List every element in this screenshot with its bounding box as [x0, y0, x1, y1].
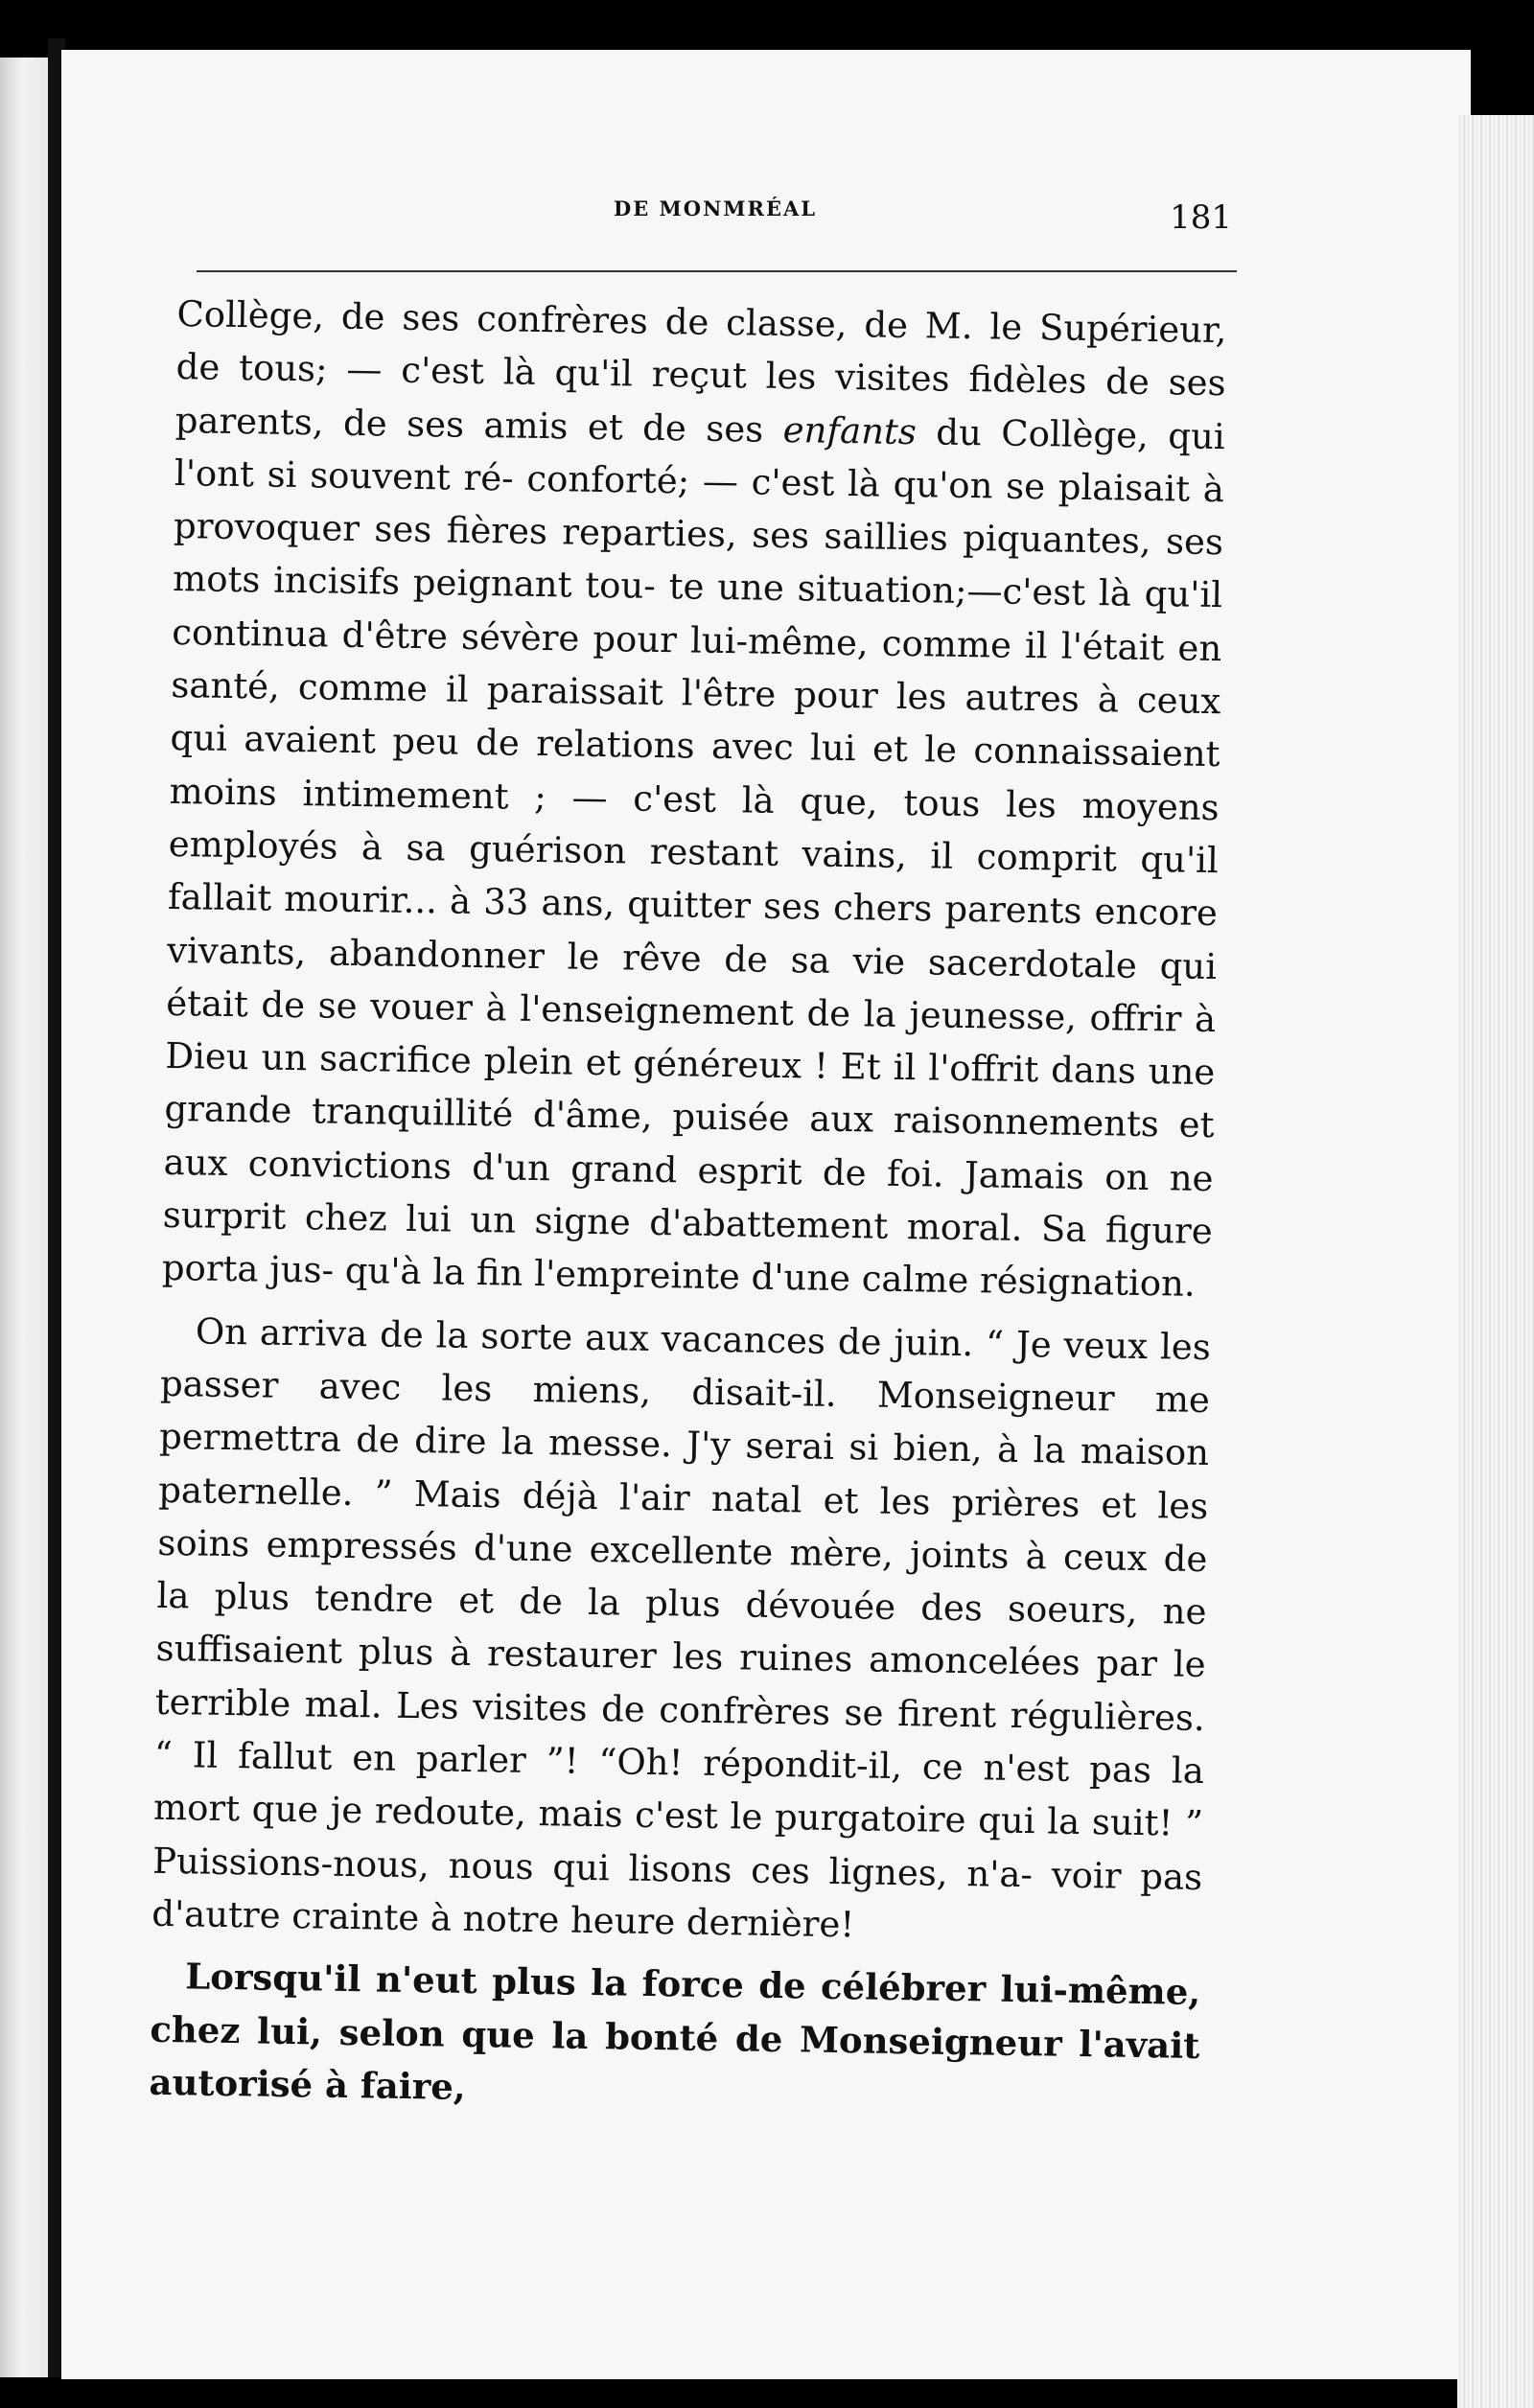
paragraph-1-start: Collège, de ses confrères de classe, de M. le Supérieur, de tous; — c'est là qu'il reçut les visites fidèles de ses parents, de ses amis et de ses — [174, 292, 1227, 451]
paragraph-1 — [161, 288, 1226, 1311]
paragraph-1-end: du Collège, qui l'ont si souvent ré- conforté; — c'est là qu'on se plaisait à provoquer ses fières reparties, ses saillies piquantes, ses mots incisifs peignant tou- te une situation;—c'est là qu'il continua d'être sévère pour lui-même, comme il l'était en santé, comme il paraissait l'être pour les autres à ceux qui avaient peu de relations avec lui et le connaissaient moins intimement ; — c'est là que, tous les moyens employés à sa guérison restant vains, il comprit qu'il fallait mourir... à 33 ans, quitter ses chers parents encore vivants, abandonner le rêve de sa vie sacerdotale qui était de se vouer à l'enseignement de la jeunesse, offrir à Dieu un sacrifice plein et généreux ! Et il l'offrit dans une grande tranquillité d'âme, puisée aux raisonnements et aux convictions d'un grand esprit de foi. Jamais on ne surprit chez lui un signe d'abattement moral. Sa figure porta jus- qu'à la fin l'empreinte d'une calme résignation. — [161, 410, 1226, 1306]
page-number: 181 — [1170, 198, 1232, 237]
page-stack-edge — [1457, 115, 1534, 2408]
paragraph-2: On arriva de la sorte aux vacances de juin. “ Je veux les passer avec les miens, disait-il. Monseigneur me permettra de dire la messe. J'y serai si bien, à la maison paternelle. ” Mais déjà l'air natal et les prières et les soins empressés d'une excellente mère, joints à ceux de la plus tendre et de la plus dévouée des soeurs, ne suffisaient plus à restaurer les ruines amoncelées par le terrible mal. Les visites de confrères se firent régulières. “ Il fallut en parler ”! “Oh! répondit-il, ce n'est pas la mort que je redoute, mais c'est le purgatoire qui la suit! ” Puissions-nous, nous qui lisons ces lignes, n'a- voir pas d'autre crainte à notre heure dernière! — [151, 1310, 1212, 1946]
header-rule — [197, 270, 1237, 272]
running-title: DE MONMRÉAL — [614, 197, 818, 220]
paragraph-3: Lorsqu'il n'eut plus la force de célébrer lui-même, chez lui, selon que la bonté de Monseigneur l'avait autorisé à faire, — [149, 1955, 1201, 2108]
page-header — [125, 187, 1232, 244]
body-text — [149, 288, 1227, 2125]
italic-word: enfants — [782, 408, 918, 452]
